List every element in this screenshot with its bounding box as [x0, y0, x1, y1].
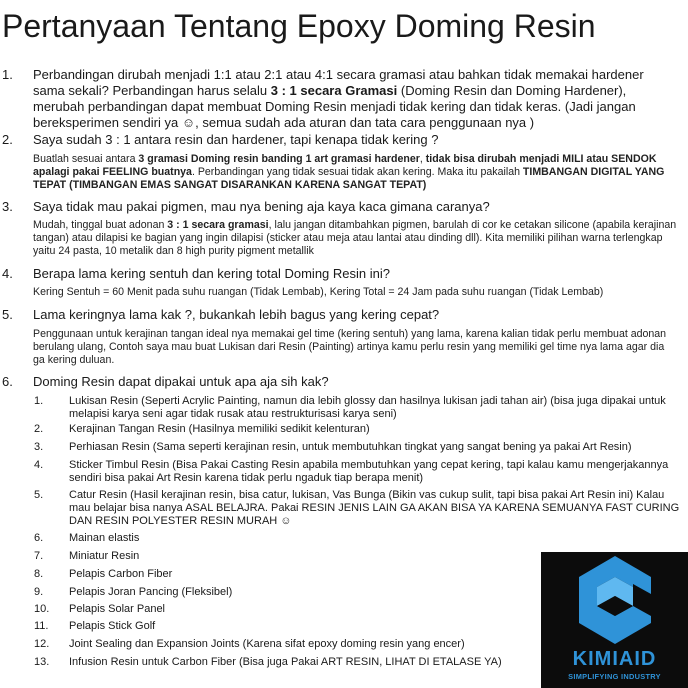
list-item-number: 6. — [34, 532, 44, 544]
kimiaid-logo — [541, 552, 688, 688]
page-title: Pertanyaan Tentang Epoxy Doming Resin — [2, 8, 596, 44]
answer-text — [33, 153, 678, 192]
list-item-number: 4. — [34, 459, 44, 471]
text-run: Perbandingan dirubah menjadi 1:1 atau 2:1 atau 4:1 secara gramasi atau bahkan tidak memakai hardener sama sekali? Perbandingan harus selalu — [33, 67, 644, 98]
text-run: Penggunaan untuk kerajinan tangan ideal nya memakai gel time (kering sentuh) yang lama, karena kalian tidak perlu membuat adonan berulang ulang, Contoh saya mau buat Lukisan dari Resin (Painting) artinya kamu perlu resin yang memiliki gel time nya lama agar dia ga kering duluan. — [33, 328, 667, 366]
question-number: 6. — [2, 374, 13, 389]
list-item-number: 8. — [34, 568, 44, 580]
bold-text: tidak bisa dirubah menjadi MILI atau SENDOK apalagi pakai FEELING buatnya — [33, 153, 657, 178]
list-item-text: Kerajinan Tangan Resin (Hasilnya memiliki sedikit kelenturan) — [69, 423, 370, 435]
list-item-text: Pelapis Stick Golf — [69, 620, 156, 632]
list-item-text: Pelapis Joran Pancing (Fleksibel) — [69, 586, 233, 598]
bold-text: 3 : 1 secara Gramasi — [270, 83, 398, 98]
answer-text — [33, 286, 678, 299]
question-number: 1. — [2, 67, 13, 82]
question-number: 3. — [2, 199, 13, 214]
question-number: 5. — [2, 307, 13, 322]
bold-text: TIMBANGAN DIGITAL YANG TEPAT (TIMBANGAN EMAS SANGAT DISARANKAN KARENA SANGAT TEPAT) — [33, 166, 665, 191]
text-run: , lalu jangan ditambahkan pigmen, barulah di cor ke cetakan silicone (apabila kerajinan tangan) atau dilapisi ke bagian yang ingin dilapisi (sticker atau meja atau lantai atau dinding dll). Kita memiliki pilihan warna terlengkap yaitu 24 pasta, 10 metalik dan 8 high purity pigment metallik — [33, 219, 677, 257]
list-item-text: Infusion Resin untuk Carbon Fiber (Bisa juga Pakai ART RESIN, LIHAT DI ETALASE YA) — [69, 656, 502, 668]
kimiaid-emblem-icon — [577, 554, 653, 646]
list-item-text: Lukisan Resin (Seperti Acrylic Painting, namun dia lebih glossy dan hasilnya lukisan jadi tahan air) (bisa juga dipakai untuk melapisi karya seni agar tidak rusak atau restrukturisasi karya seni) — [69, 395, 666, 420]
text-run: Doming Resin dapat dipakai untuk apa aja sih kak? — [33, 374, 329, 389]
question-text — [33, 199, 678, 215]
question-text — [33, 67, 678, 131]
list-item-text: Pelapis Solar Panel — [69, 603, 166, 615]
text-run: , — [419, 153, 426, 165]
list-item-number: 13. — [34, 656, 50, 668]
list-item-text: Sticker Timbul Resin (Bisa Pakai Casting Resin apabila membutuhkan yang cepat kering, tapi kalau kamu mengerjakannya sendiri bisa pakai Art Resin karena tidak perlu ngaduk tiap berapa menit) — [69, 459, 669, 484]
text-run: Saya sudah 3 : 1 antara resin dan hardener, tapi kenapa tidak kering ? — [33, 132, 439, 147]
list-item-text: Joint Sealing dan Expansion Joints (Karena sifat epoxy doming resin yang encer) — [69, 638, 465, 650]
text-run: Berapa lama kering sentuh dan kering total Doming Resin ini? — [33, 266, 390, 281]
list-item-number: 9. — [34, 586, 44, 598]
question-number: 4. — [2, 266, 13, 281]
question-text — [33, 132, 678, 148]
answer-text — [33, 328, 678, 367]
question-number: 2. — [2, 132, 13, 147]
list-item-number: 7. — [34, 550, 44, 562]
text-run: Buatlah sesuai antara — [33, 153, 139, 165]
bold-text: 3 gramasi Doming resin banding 1 art gramasi hardener — [138, 153, 420, 165]
question-text — [33, 374, 678, 390]
list-item-text: Miniatur Resin — [69, 550, 140, 562]
text-run: (Doming Resin dan Doming Hardener), merubah perbandingan dapat membuat Doming Resin menjadi tidak kering dan tidak keras. (Jadi jangan bereksperimen sendiri ya ☺, semua sudah ada aturan dan tata cara penggunaan nya ) — [33, 83, 636, 130]
answer-text — [33, 219, 678, 258]
list-item-number: 1. — [34, 395, 44, 407]
logo-name: KIMIAID — [572, 648, 657, 670]
text-run: . Perbandingan yang tidak sesuai tidak akan kering. Maka itu pakailah — [191, 166, 523, 178]
text-run: Kering Sentuh = 60 Menit pada suhu ruangan (Tidak Lembab), Kering Total = 24 Jam pada suhu ruangan (Tidak Lembab) — [33, 286, 604, 298]
list-item-number: 5. — [34, 489, 44, 501]
question-text — [33, 307, 678, 323]
list-item-number: 10. — [34, 603, 50, 615]
list-item-text: Pelapis Carbon Fiber — [69, 568, 173, 580]
list-item-number: 2. — [34, 423, 44, 435]
text-run: Mudah, tinggal buat adonan — [33, 219, 168, 231]
logo-tagline: SIMPLIFYING INDUSTRY — [568, 672, 661, 681]
list-item-number: 11. — [34, 620, 49, 632]
list-item-text: Catur Resin (Hasil kerajinan resin, bisa catur, lukisan, Vas Bunga (Bikin vas cukup sulit, tapi bisa pakai Art Resin ini) Kalau mau belajar bisa nanya ASAL BELAJRA. Pakai RESIN JENIS LAIN GA AKAN BISA YA KARENA SEMUANYA FAST CURING DAN RESIN POLYESTER RESIN MURAH ☺ — [69, 489, 680, 527]
list-item-number: 12. — [34, 638, 50, 650]
text-run: Saya tidak mau pakai pigmen, mau nya bening aja kaya kaca gimana caranya? — [33, 199, 490, 214]
list-item-number: 3. — [34, 441, 44, 453]
list-item-text: Perhiasan Resin (Sama seperti kerajinan resin, untuk membutuhkan tingkat yang sangat bening ya pakai Art Resin) — [69, 441, 632, 453]
question-text — [33, 266, 678, 282]
text-run: Lama keringnya lama kak ?, bukankah lebih bagus yang kering cepat? — [33, 307, 440, 322]
list-item-text: Mainan elastis — [69, 532, 140, 544]
bold-text: 3 : 1 secara gramasi — [167, 219, 269, 231]
